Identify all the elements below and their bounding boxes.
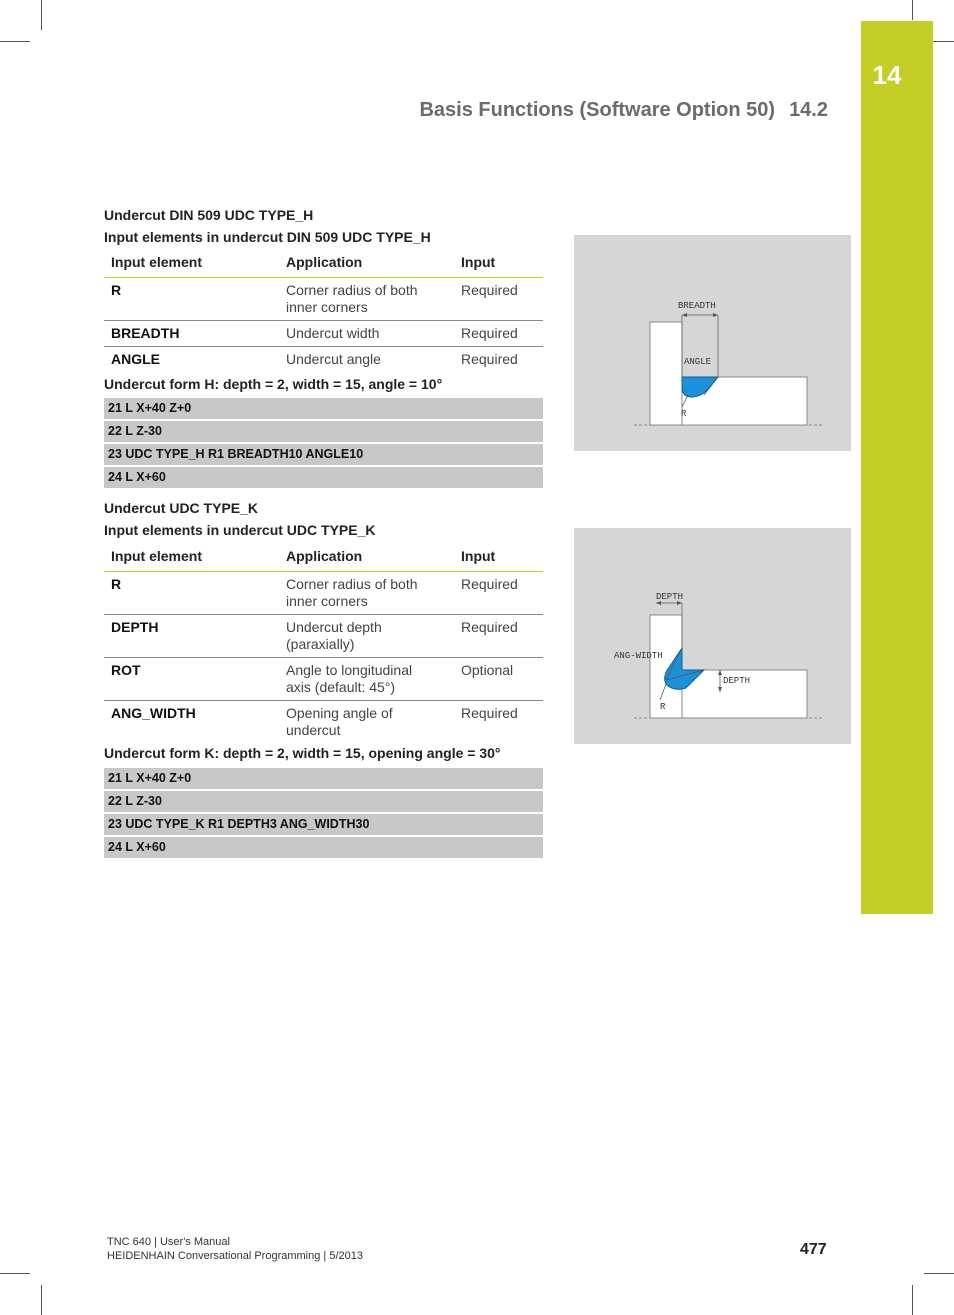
- table-row: [104, 321, 543, 347]
- cell-element: ROT: [104, 658, 279, 701]
- code-line: 24 L X+60: [104, 837, 543, 858]
- label-breadth: BREADTH: [678, 301, 716, 311]
- cell-input: Optional: [454, 658, 543, 701]
- section-h-table-title: Input elements in undercut DIN 509 UDC TYPE_H: [104, 229, 431, 245]
- cell-application: Opening angle of undercut: [286, 705, 393, 738]
- cell-input: Required: [454, 321, 543, 347]
- column-header: Input element: [104, 254, 279, 278]
- section-k-title: Undercut UDC TYPE_K: [104, 500, 259, 516]
- label-r: R: [681, 409, 687, 419]
- crop-mark: [924, 1273, 954, 1274]
- table-type-k: [104, 548, 543, 743]
- column-header: Application: [279, 548, 454, 572]
- column-header: Application: [279, 254, 454, 278]
- diagram-undercut-h: [574, 235, 851, 451]
- cell-element: DEPTH: [104, 615, 279, 658]
- code-line: 22 L Z-30: [104, 421, 543, 442]
- label-ang-width: ANG-WIDTH: [614, 651, 663, 661]
- column-header: Input: [454, 548, 543, 572]
- page-number: 477: [800, 1241, 827, 1258]
- cell-application: Undercut angle: [286, 351, 381, 367]
- cell-application: Corner radius of both inner corners: [279, 278, 454, 321]
- section-h-title: Undercut DIN 509 UDC TYPE_H: [104, 207, 314, 223]
- code-line: 22 L Z-30: [104, 791, 543, 812]
- column-header: Input: [454, 254, 543, 278]
- label-depth-side: DEPTH: [723, 676, 751, 686]
- cell-input: Required: [461, 705, 518, 721]
- crop-mark: [912, 1285, 913, 1315]
- header-title: Basis Functions (Software Option 50): [419, 99, 776, 121]
- crop-mark: [41, 0, 42, 30]
- section-h-example-title: Undercut form H: depth = 2, width = 15, angle = 10°: [104, 376, 443, 392]
- figure-type-h: [574, 235, 851, 451]
- label-angle: ANGLE: [684, 357, 712, 367]
- cell-element: BREADTH: [104, 321, 279, 347]
- crop-mark: [0, 1273, 30, 1274]
- cell-application: Corner radius of both inner corners: [279, 572, 454, 615]
- header-section: 14.2: [789, 99, 828, 121]
- table-type-h: [104, 254, 543, 372]
- cell-input: Required: [454, 572, 543, 615]
- column-header: Input element: [104, 548, 279, 572]
- crop-mark: [912, 0, 913, 20]
- section-k-table-title: Input elements in undercut UDC TYPE_K: [104, 522, 376, 538]
- table-header-row: [104, 254, 543, 278]
- code-line: 24 L X+60: [104, 467, 543, 488]
- chapter-tab: [861, 21, 933, 914]
- cell-application: Undercut width: [279, 321, 454, 347]
- code-line: 21 L X+40 Z+0: [104, 768, 543, 789]
- section-k-example-title: Undercut form K: depth = 2, width = 15, opening angle = 30°: [104, 745, 501, 761]
- code-block-type-k: [104, 768, 543, 860]
- cell-element: R: [104, 572, 279, 615]
- cell-input: Required: [454, 278, 543, 321]
- code-line: 23 UDC TYPE_H R1 BREADTH10 ANGLE10: [104, 444, 543, 465]
- table-header-row: [104, 548, 543, 572]
- cell-element: ANGLE: [111, 351, 160, 367]
- footer: [107, 1235, 363, 1263]
- page-header: [419, 99, 828, 122]
- cell-element: R: [104, 278, 279, 321]
- table-row: [104, 701, 543, 744]
- code-line: 23 UDC TYPE_K R1 DEPTH3 ANG_WIDTH30: [104, 814, 543, 835]
- table-row: [104, 572, 543, 615]
- label-r: R: [660, 702, 666, 712]
- cell-input: Required: [454, 615, 543, 658]
- label-depth-top: DEPTH: [656, 592, 684, 602]
- cell-application: Angle to longitudinal axis (default: 45°): [279, 658, 454, 701]
- table-row: [104, 658, 543, 701]
- code-line: 21 L X+40 Z+0: [104, 398, 543, 419]
- table-row: [104, 615, 543, 658]
- crop-mark: [41, 1285, 42, 1315]
- diagram-undercut-k: [574, 528, 851, 744]
- cell-application: Undercut depth (paraxially): [279, 615, 454, 658]
- footer-line-1: TNC 640 | User's Manual: [107, 1236, 230, 1248]
- crop-mark: [0, 41, 30, 42]
- footer-line-2: HEIDENHAIN Conversational Programming | 5/2013: [107, 1250, 363, 1262]
- cell-input: Required: [461, 351, 518, 367]
- table-row: [104, 347, 543, 373]
- code-block-type-h: [104, 398, 543, 490]
- figure-type-k: [574, 528, 851, 744]
- cell-element: ANG_WIDTH: [111, 705, 196, 721]
- chapter-number: 14: [872, 60, 902, 90]
- table-row: [104, 278, 543, 321]
